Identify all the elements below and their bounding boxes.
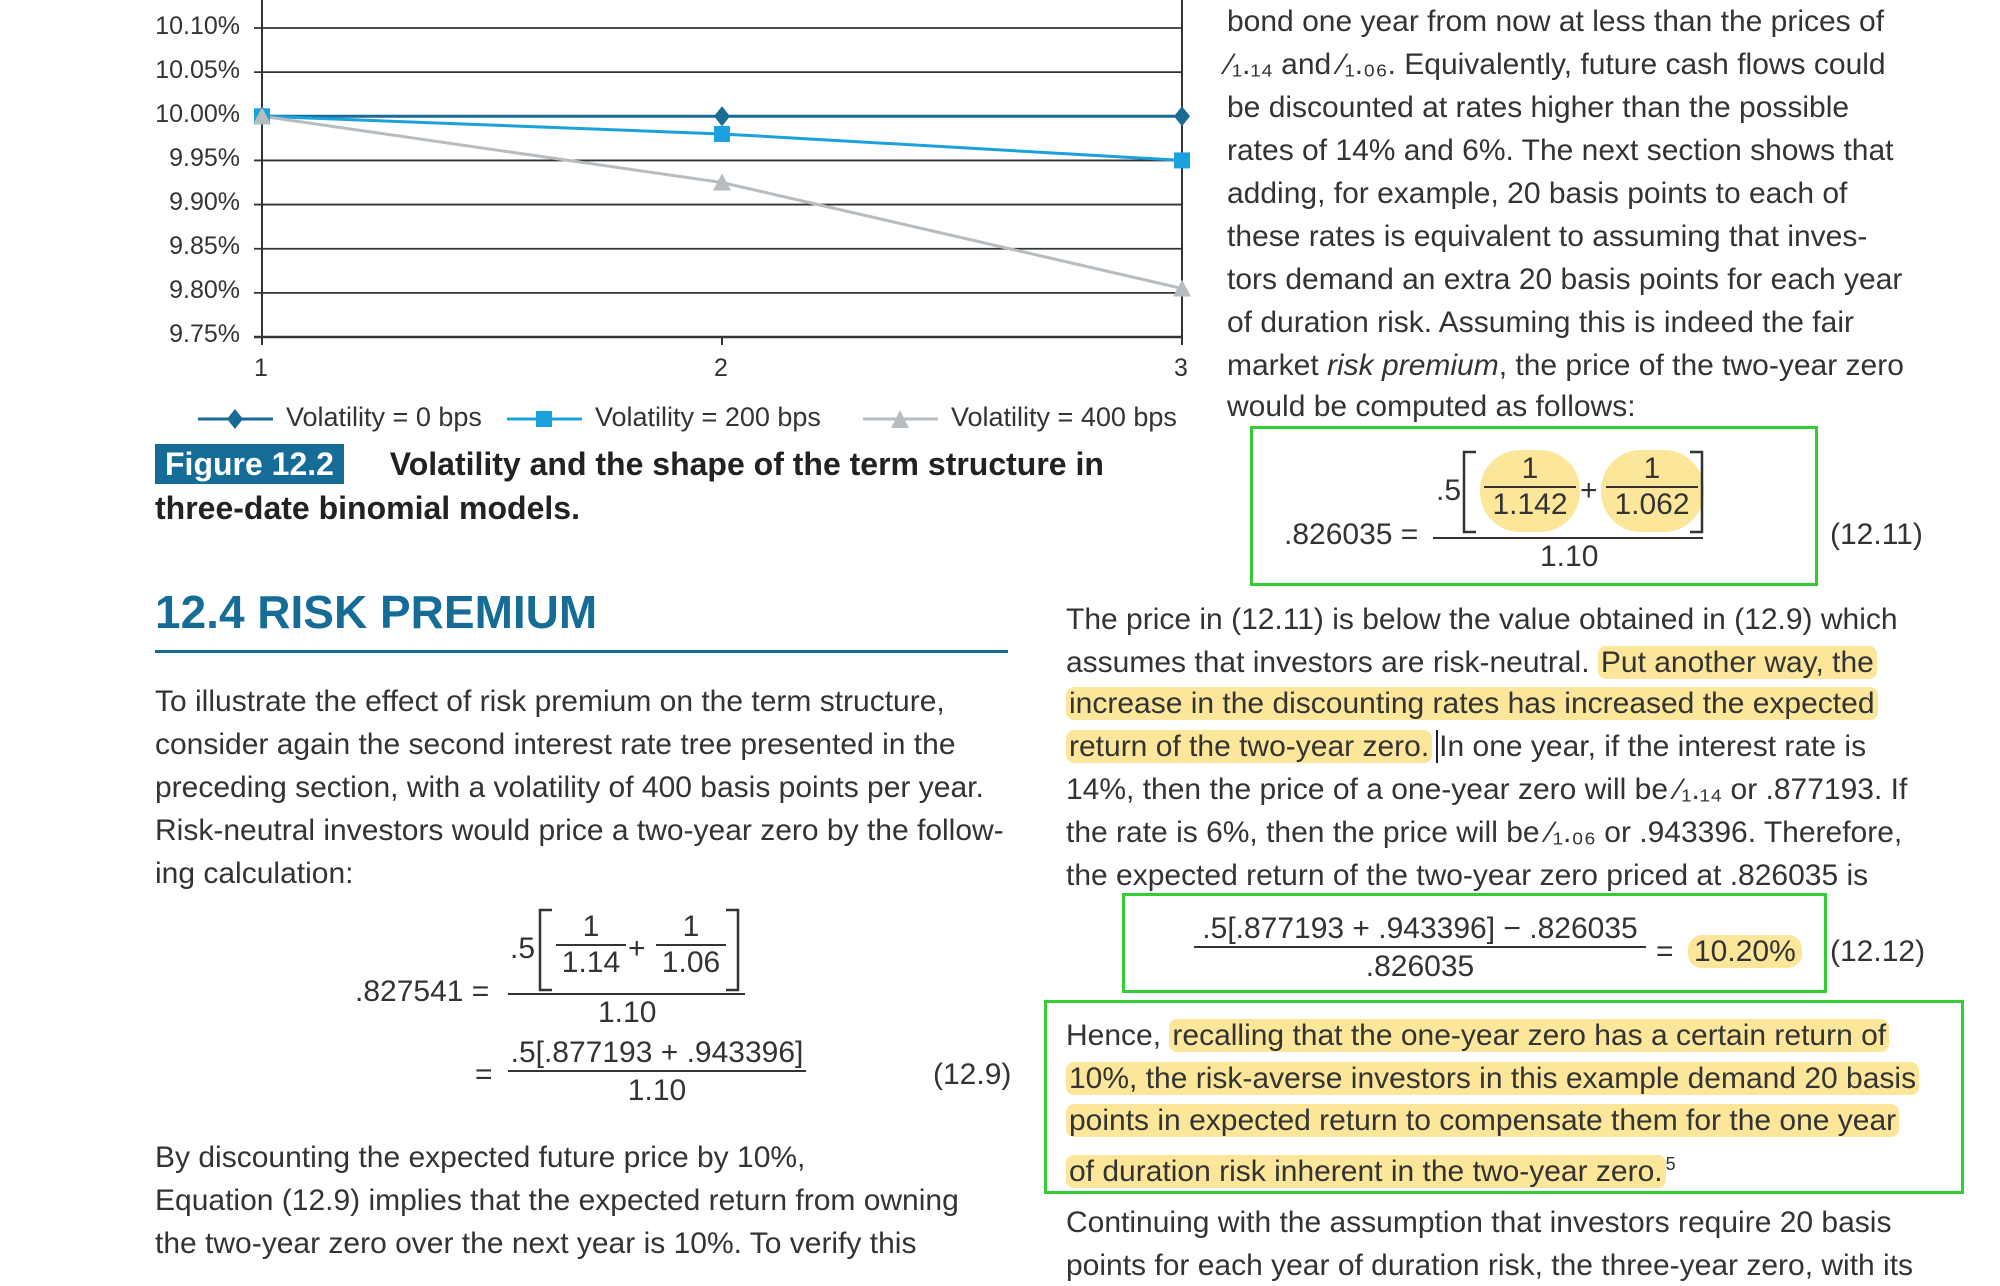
text-line: these rates is equivalent to assuming that inves- xyxy=(1227,220,1868,253)
text-line xyxy=(1066,643,1877,683)
text-line: the expected return of the two-year zero priced at .826035 is xyxy=(1066,859,1869,892)
text-span: market xyxy=(1227,349,1328,382)
text-line: preceding section, with a volatility of 400 basis points per year. xyxy=(155,771,984,804)
text-line: To illustrate the effect of risk premium on the term structure, xyxy=(155,685,945,718)
data-point-diamond xyxy=(1174,106,1190,126)
eq-frac-num: 1 xyxy=(556,910,626,946)
eq-frac-den: 1.14 xyxy=(561,946,621,979)
highlighted-text: return of the two-year zero. xyxy=(1066,730,1432,763)
series-line xyxy=(262,116,1182,288)
eq-result-wrap xyxy=(1688,935,1802,969)
text-line: Continuing with the assumption that investors require 20 basis xyxy=(1066,1206,1892,1239)
y-tick-label: 9.90% xyxy=(169,188,240,216)
eq-second-num: .5[.877193 + .943396] xyxy=(508,1036,806,1072)
text-line: By discounting the expected future price by 10%, xyxy=(155,1141,806,1174)
eq-frac-num: 1 xyxy=(656,910,726,946)
text-line: would be computed as follows: xyxy=(1227,390,1636,423)
text-line: bond one year from now at less than the prices of xyxy=(1227,5,1885,38)
eq-half: .5 xyxy=(510,932,536,965)
text-line: consider again the second interest rate tree presented in the xyxy=(155,728,956,761)
text-line: the two-year zero over the next year is 10%. To verify this xyxy=(155,1227,917,1260)
legend-label-vol400: Volatility = 400 bps xyxy=(951,402,1177,432)
italic-term: risk premium xyxy=(1327,349,1499,382)
eq-frac-den: 1.142 xyxy=(1492,488,1568,521)
text-line xyxy=(1066,684,1878,724)
data-point-square xyxy=(1174,152,1190,168)
text-line xyxy=(1066,1144,1676,1192)
eq-frac-den: 1.062 xyxy=(1614,488,1690,521)
eq-frac xyxy=(1194,912,1646,984)
data-point-diamond xyxy=(714,106,730,126)
legend-label-vol0: Volatility = 0 bps xyxy=(286,402,482,432)
figure-caption-line2: three-date binomial models. xyxy=(155,490,580,526)
highlighted-text: increase in the discounting rates has increased the expected xyxy=(1066,687,1878,720)
eq-denominator: 1.10 xyxy=(1540,540,1599,573)
eq-plus: + xyxy=(628,932,646,965)
eq-result: 10.20% xyxy=(1688,935,1802,968)
legend-marker-vol400 xyxy=(863,404,943,434)
text-span: , the price of the two-year zero xyxy=(1498,349,1904,382)
y-tick-label: 10.10% xyxy=(155,12,240,40)
footnote-ref[interactable]: 5 xyxy=(1665,1154,1676,1174)
right-bracket-icon xyxy=(724,908,742,992)
x-tick-label: 2 xyxy=(714,354,728,382)
text-line: Risk-neutral investors would price a two-year zero by the follow- xyxy=(155,814,1004,847)
section-title: 12.4 RISK PREMIUM xyxy=(155,586,598,638)
text-line: ⁄₁.₁₄ and ⁄₁.₀₆. Equivalently, future cash flows could xyxy=(1227,48,1886,81)
text-span: assumes that investors are risk-neutral. xyxy=(1066,646,1598,679)
legend-marker-vol0 xyxy=(198,404,278,434)
text-line xyxy=(1227,346,1904,386)
text-line xyxy=(1066,1016,1889,1056)
eq-frac xyxy=(556,910,626,980)
eq-second-den: 1.10 xyxy=(627,1074,687,1107)
text-line: Equation (12.9) implies that the expected return from owning xyxy=(155,1184,959,1217)
eq-tag: (12.11) xyxy=(1830,518,1923,551)
text-span: Hence, xyxy=(1066,1019,1170,1052)
figure-label: Figure 12.2 xyxy=(155,444,344,484)
eq-frac xyxy=(1484,452,1576,522)
text-line: rates of 14% and 6%. The next section shows that xyxy=(1227,134,1894,167)
text-line xyxy=(1066,1059,1919,1099)
left-bracket-icon xyxy=(1460,450,1478,534)
text-line: the rate is 6%, then the price will be ⁄₁.₀₆ or .943396. Therefore, xyxy=(1066,816,1903,849)
eq-frac-num: .5[.877193 + .943396] − .826035 xyxy=(1194,912,1646,948)
figure-caption-line1: Volatility and the shape of the term structure in xyxy=(389,446,1104,482)
y-tick-label: 10.00% xyxy=(155,100,240,128)
eq-fraction-bar xyxy=(508,993,745,995)
highlighted-text: points in expected return to compensate them for the one year xyxy=(1066,1104,1899,1137)
eq-frac-den: .826035 xyxy=(1365,950,1475,983)
eq-half: .5 xyxy=(1436,474,1462,507)
eq-lhs: .826035 = xyxy=(1284,518,1419,551)
eq-numerator xyxy=(508,908,743,992)
section-rule xyxy=(155,650,1008,653)
highlighted-text: of duration risk inherent in the two-year zero. xyxy=(1066,1155,1666,1188)
eq-lhs: .827541 = xyxy=(355,975,490,1008)
x-tick-label: 3 xyxy=(1174,354,1188,382)
eq-second-frac xyxy=(508,1036,806,1108)
text-line: points for each year of duration risk, the three-year zero, with its xyxy=(1066,1249,1914,1282)
x-tick-label: 1 xyxy=(254,354,268,382)
highlighted-text: recalling that the one-year zero has a certain return of xyxy=(1169,1019,1889,1052)
text-line: be discounted at rates higher than the possible xyxy=(1227,91,1850,124)
highlighted-text: 10%, the risk-averse investors in this example demand 20 basis xyxy=(1066,1062,1919,1095)
eq-equals: = xyxy=(475,1058,493,1091)
eq-fraction-bar xyxy=(1433,537,1703,539)
legend-marker-vol200 xyxy=(507,404,587,434)
text-line: of duration risk. Assuming this is indeed the fair xyxy=(1227,306,1854,339)
eq-frac xyxy=(656,910,726,980)
text-line: ing calculation: xyxy=(155,857,354,890)
eq-equals: = xyxy=(1656,935,1674,968)
legend-label-vol200: Volatility = 200 bps xyxy=(595,402,821,432)
y-tick-label: 9.85% xyxy=(169,232,240,260)
eq-tag: (12.9) xyxy=(933,1058,1012,1091)
y-tick-label: 9.75% xyxy=(169,320,240,348)
text-line: tors demand an extra 20 basis points for each year xyxy=(1227,263,1903,296)
eq-frac-num: 1 xyxy=(1484,452,1576,488)
y-tick-label: 10.05% xyxy=(155,56,240,84)
text-span: In one year, if the interest rate is xyxy=(1439,730,1867,763)
eq-frac-num: 1 xyxy=(1606,452,1698,488)
left-bracket-icon xyxy=(536,908,554,992)
eq-tag: (12.12) xyxy=(1830,935,1926,968)
data-point-square xyxy=(714,126,730,142)
text-line: 14%, then the price of a one-year zero will be ⁄₁.₁₄ or .877193. If xyxy=(1066,773,1908,806)
text-line xyxy=(1066,1101,1899,1141)
highlighted-text: Put another way, the xyxy=(1598,646,1877,679)
eq-frac xyxy=(1606,452,1698,522)
text-line xyxy=(1066,727,1866,767)
y-tick-label: 9.80% xyxy=(169,276,240,304)
text-line: adding, for example, 20 basis points to each of xyxy=(1227,177,1848,210)
text-line: The price in (12.11) is below the value obtained in (12.9) which xyxy=(1066,603,1898,636)
eq-denominator: 1.10 xyxy=(598,996,657,1029)
figure-caption xyxy=(155,446,1104,483)
right-bracket-icon xyxy=(1688,450,1706,534)
eq-frac-den: 1.06 xyxy=(661,946,721,979)
eq-plus: + xyxy=(1580,474,1598,507)
eq-numerator xyxy=(1436,450,1706,534)
y-tick-label: 9.95% xyxy=(169,144,240,172)
